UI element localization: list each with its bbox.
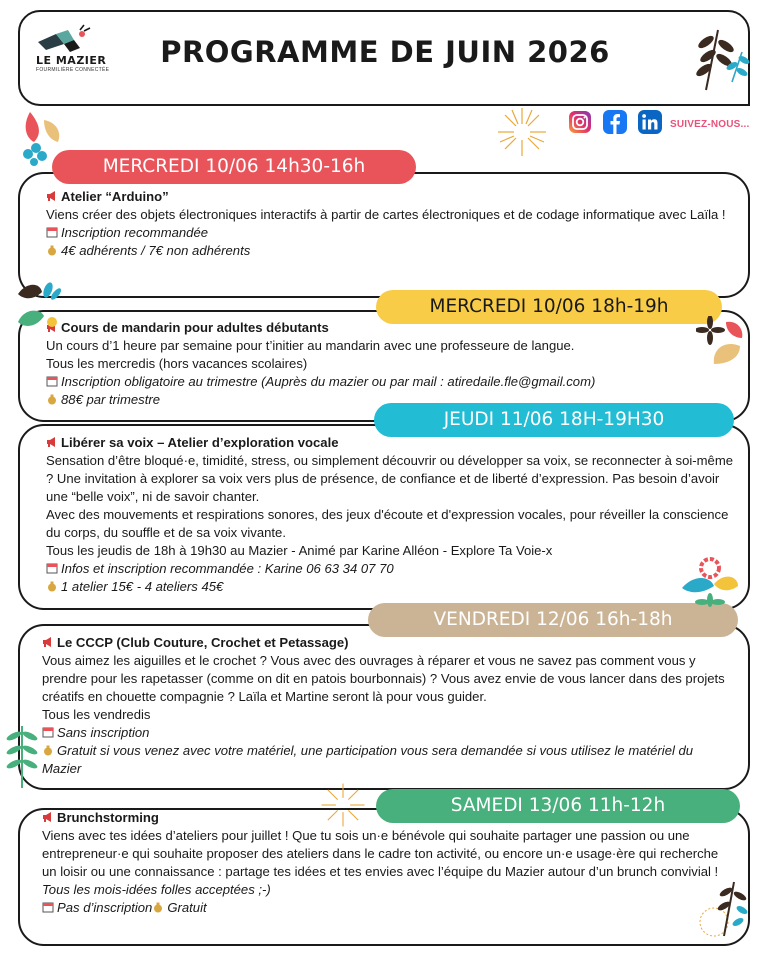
gear-flower-icon xyxy=(680,554,740,610)
event-registration: Pas d’inscription xyxy=(57,900,153,915)
event-description: Sensation d’être bloqué·e, timidité, stress, ou simplement découvrir ou développer sa voix, se reconnecter à soi-même ? Une invitation à explorer sa voix vers plus de présence, de confiance et de liberté d’expression. Pas besoin d’avoir une “belle voix”, ni de savoir chanter. xyxy=(46,453,734,504)
calendar-icon xyxy=(46,226,58,238)
megaphone-icon xyxy=(46,190,58,202)
calendar-icon xyxy=(46,562,58,574)
flame-flower-icon xyxy=(14,110,66,166)
follow-us-label[interactable]: SUIVEZ-NOUS... xyxy=(670,119,750,130)
event-title: Cours de mandarin pour adultes débutants xyxy=(61,320,329,335)
sunburst-icon xyxy=(318,780,368,830)
event-date-banner: JEUDI 11/06 18H-19H30 xyxy=(374,403,734,437)
money-bag-icon xyxy=(42,744,54,756)
event-registration: Inscription obligatoire au trimestre (Auprès du mazier ou par mail : atiredaile.fle@gmail.com) xyxy=(61,374,596,389)
event-price: 4€ adhérents / 7€ non adhérents xyxy=(61,243,251,258)
event-registration: Inscription recommandée xyxy=(61,225,209,240)
event-registration: Infos et inscription recommandée : Karine 06 63 34 07 70 xyxy=(61,561,394,576)
event-registration: Sans inscription xyxy=(57,725,150,740)
logo-tagline: FOURMILIÈRE CONNECTÉE xyxy=(36,67,110,73)
event-price: Gratuit xyxy=(167,900,207,915)
fern-icon xyxy=(4,722,40,788)
event-description: Viens créer des objets électroniques interactifs à partir de cartes électroniques et de codage informatique avec Laïla ! xyxy=(46,207,726,222)
event-date-banner: MERCREDI 10/06 14h30-16h xyxy=(52,150,416,184)
event-content xyxy=(42,634,734,778)
logo-name: LE MAZIER xyxy=(36,54,107,67)
event-content xyxy=(42,809,732,917)
leaf-branch-icon xyxy=(694,876,750,938)
event-date-banner: VENDREDI 12/06 16h-18h xyxy=(368,603,738,637)
event-note: Tous les mois-idées folles acceptées ;-) xyxy=(42,882,271,897)
event-description: Avec des mouvements et respirations sonores, des jeux d'écoute et d'expression vocales, pour réveiller la conscience du corps, du souffle et de sa voix vivante. xyxy=(46,507,729,540)
event-description-line: Tous les mercredis (hors vacances scolaires) xyxy=(46,356,308,371)
event-price: Gratuit si vous venez avec votre matériel, une participation vous sera demandée si vous utilisez le matériel du Mazier xyxy=(42,743,694,776)
event-content xyxy=(46,434,736,596)
event-description: Viens avec tes idées d’ateliers pour juillet ! Que tu sois un·e bénévole qui souhaite partager une passion ou une entrepreneur·e qui souhaite proposer des ateliers dans le cadre ton activité, ou encore un·e usage·ère qui recherche un loisir ou une connaissance : partage tes idées et tes envies avec l’équipe du Mazier autour d’un brunch convivial ! xyxy=(42,828,719,879)
facebook-icon[interactable] xyxy=(603,110,627,134)
sunburst-icon xyxy=(494,104,550,160)
leaf-branch-icon xyxy=(688,22,750,92)
money-bag-icon xyxy=(152,901,164,913)
linkedin-icon[interactable] xyxy=(638,110,662,134)
megaphone-icon xyxy=(42,636,54,648)
event-price: 88€ par trimestre xyxy=(61,392,160,407)
event-title: Libérer sa voix – Atelier d’exploration vocale xyxy=(61,435,339,450)
event-title: Atelier “Arduino” xyxy=(61,189,169,204)
money-bag-icon xyxy=(46,393,58,405)
money-bag-icon xyxy=(46,244,58,256)
calendar-icon xyxy=(46,375,58,387)
money-bag-icon xyxy=(46,580,58,592)
event-description: Vous aimez les aiguilles et le crochet ? Vous avec des ouvrages à réparer et vous ne savez pas comment vous y prendre pour les rapetasser (comme on dit en patois bourbonnais) ? Vous avez envie de vous lancer dans des projets créatifs en chouette compagnie ? Laïla et Martine seront là pour vous guider. xyxy=(42,653,725,704)
event-schedule: Tous les vendredis xyxy=(42,707,151,722)
event-content xyxy=(46,319,726,409)
event-date-banner: SAMEDI 13/06 11h-12h xyxy=(376,789,740,823)
megaphone-icon xyxy=(46,436,58,448)
event-date-banner: MERCREDI 10/06 18h-19h xyxy=(376,290,722,324)
event-content xyxy=(46,188,736,260)
calendar-icon xyxy=(42,901,54,913)
event-title: Le CCCP (Club Couture, Crochet et Petassage) xyxy=(57,635,349,650)
megaphone-icon xyxy=(42,811,54,823)
leaf-cluster-icon xyxy=(16,282,62,330)
event-schedule: Tous les jeudis de 18h à 19h30 au Mazier - Animé par Karine Alléon - Explore Ta Voie-x xyxy=(46,543,553,558)
calendar-icon xyxy=(42,726,54,738)
event-price: 1 atelier 15€ - 4 ateliers 45€ xyxy=(61,579,224,594)
flower-icon xyxy=(696,316,746,364)
instagram-icon[interactable] xyxy=(568,110,592,134)
event-title: Brunchstorming xyxy=(57,810,159,825)
event-description-line: Un cours d’1 heure par semaine pour t’initier au mandarin avec une professeure de langue. xyxy=(46,338,575,353)
page-title: PROGRAMME DE JUIN 2026 xyxy=(160,35,610,69)
